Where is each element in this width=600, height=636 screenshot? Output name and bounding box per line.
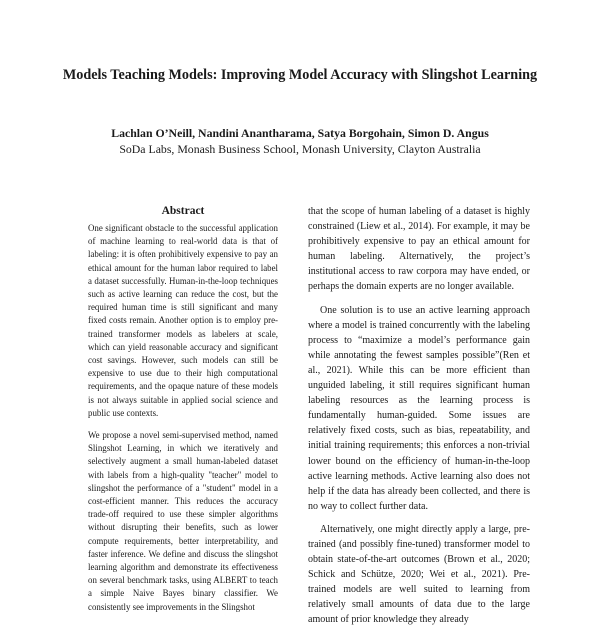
paper-title: Models Teaching Models: Improving Model Accuracy with Slingshot Learning xyxy=(62,67,538,83)
abstract-paragraph: One significant obstacle to the successful application of machine learning to real-world data is that of labeling: it is often prohibitively expensive to pay an ethical amount for the human labor required to label a dataset successfully. Human-in-the-loop techniques such as active learning can reduce the cost, but the required human time is still significant and many fixed costs remain. Another option is to employ pre-trained transformer models as labelers at scale, which can yield reasonable accuracy and significant cost savings. However, such models can still be expensive to use due to their high computational requirements, and the opaque nature of these models is not always suitable in applied social science and public use contexts. xyxy=(88,223,278,418)
body-column xyxy=(308,204,530,636)
body-paragraph: Alternatively, one might directly apply a large, pre-trained (and possibly fine-tuned) transformer model to obtain state-of-the-art outcomes (Brown et al., 2020; Schick and Schütze, 2020; Wei et al., 2021). Pre-trained models are well suited to learning from relatively small amounts of data due to the large amount of prior knowledge they already xyxy=(308,523,530,626)
body-paragraph: One solution is to use an active learning approach where a model is trained concurrently with the labeling process to “maximize a model’s performance gain while annotating the fewest samples possible”(Ren et al., 2021). While this can be more efficient than unguided labeling, it still requires significant human labeling resources as the learning process is fundamentally human-guided. Some issues are relatively fixed costs, such as bias, repeatability, and initial training requirements; this enforces a non-trivial lower bound on the efficiency of human-in-the-loop active learning methods. Active learning also does not help if the data has already been collected, and there is no way to collect further data. xyxy=(308,304,530,512)
affiliation: SoDa Labs, Monash Business School, Monash University, Clayton Australia xyxy=(119,142,481,156)
abstract-heading: Abstract xyxy=(161,205,205,217)
abstract-body xyxy=(88,222,278,623)
abstract-paragraph: We propose a novel semi-supervised method, named Slingshot Learning, in which we iteratively and selectively augment a small human-labeled dataset with labels from a high-quality "teacher" model to slingshot the performance of a "student" model in a cost-efficient manner. This reduces the accuracy trade-off required to use these simpler algorithms without disrupting their benefits, such as lower compute requirements, better interpretability, and faster inference. We define and discuss the slingshot learning algorithm and demonstrate its effectiveness on several benchmark tasks, using ALBERT to teach a simple Naive Bayes binary classifier. We consistently see improvements in the Slingshot xyxy=(88,430,278,612)
author-list: Lachlan O’Neill, Nandini Anantharama, Satya Borgohain, Simon D. Angus xyxy=(111,126,489,140)
body-paragraph: that the scope of human labeling of a dataset is highly constrained (Liew et al., 2014). For example, it may be prohibitively expensive to pay an ethical amount for human labeling. Alternatively, the project’s institutional access to raw corpora may have ended, or perhaps the domain experts are no longer available. xyxy=(308,206,530,293)
